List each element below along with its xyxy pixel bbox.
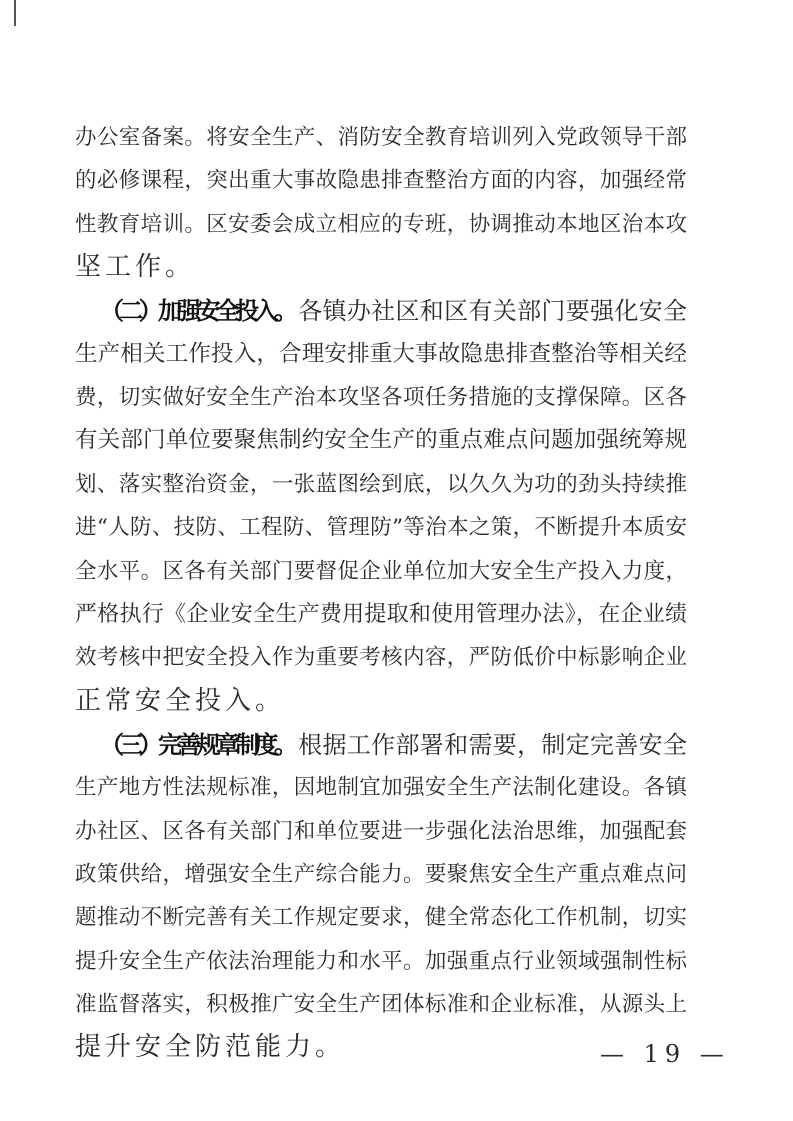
text-line: 办社区、区各有关部门和单位要进一步强化法治思维，加强配套 [75, 818, 687, 844]
text-segment: 根据工作部署和需要，制定完善安全 [298, 730, 688, 759]
section-heading: （二）加强安全投入。 [100, 296, 294, 326]
text-segment: 各镇办社区和区有关部门要强化安全 [298, 297, 688, 326]
paragraph-heading-line [100, 289, 687, 332]
text-line: 有关部门单位要聚焦制约安全生产的重点难点问题加强统筹规 [75, 427, 687, 454]
text-line: 划、落实整治资金，一张蓝图绘到底，以久久为功的劲头持续推 [75, 471, 687, 497]
text-line: 提升安全防范能力。 [75, 1032, 346, 1063]
section-heading: （三）完善规章制度。 [100, 729, 294, 759]
text-line: 政策供给，增强安全生产综合能力。要聚焦安全生产重点难点问 [75, 861, 687, 887]
text-line: 准监督落实，积极推广安全生产团体标准和企业标准，从源头上 [75, 992, 687, 1017]
text-line: 进“人防、技防、工程防、管理防”等治本之策，不断提升本质安 [75, 515, 687, 541]
text-line: 费，切实做好安全生产治本攻坚各项任务措施的支撑保障。区各 [75, 385, 687, 411]
text-line: 题推动不断完善有关工作规定要求，健全常态化工作机制，切实 [75, 905, 687, 931]
text-line: 生产相关工作投入，合理安排重大事故隐患排查整治等相关经 [75, 340, 687, 367]
text-line: 生产地方性法规标准，因地制宜加强安全生产法制化建设。各镇 [75, 775, 687, 801]
page-number: — 19 — [600, 1040, 730, 1068]
scan-edge-mark [14, 0, 16, 26]
text-line: 严格执行《企业安全生产费用提取和使用管理办法》，在企业绩 [75, 601, 687, 627]
text-line: 办公室备案。将安全生产、消防安全教育培训列入党政领导干部 [75, 125, 687, 150]
text-line: 全水平。区各有关部门要督促企业单位加大安全生产投入力度， [75, 558, 687, 584]
text-line: 提升安全生产依法治理能力和水平。加强重点行业领域强制性标 [75, 948, 687, 974]
paragraph-heading-line [100, 723, 687, 766]
text-line: 性教育培训。区安委会成立相应的专班，协调推动本地区治本攻 [75, 211, 687, 237]
text-line: 坚工作。 [75, 252, 196, 283]
text-line: 正常安全投入。 [75, 685, 286, 716]
text-line: 效考核中把安全投入作为重要考核内容，严防低价中标影响企业 [75, 645, 687, 671]
text-line: 的必修课程，突出重大事故隐患排查整治方面的内容，加强经常 [75, 168, 687, 194]
